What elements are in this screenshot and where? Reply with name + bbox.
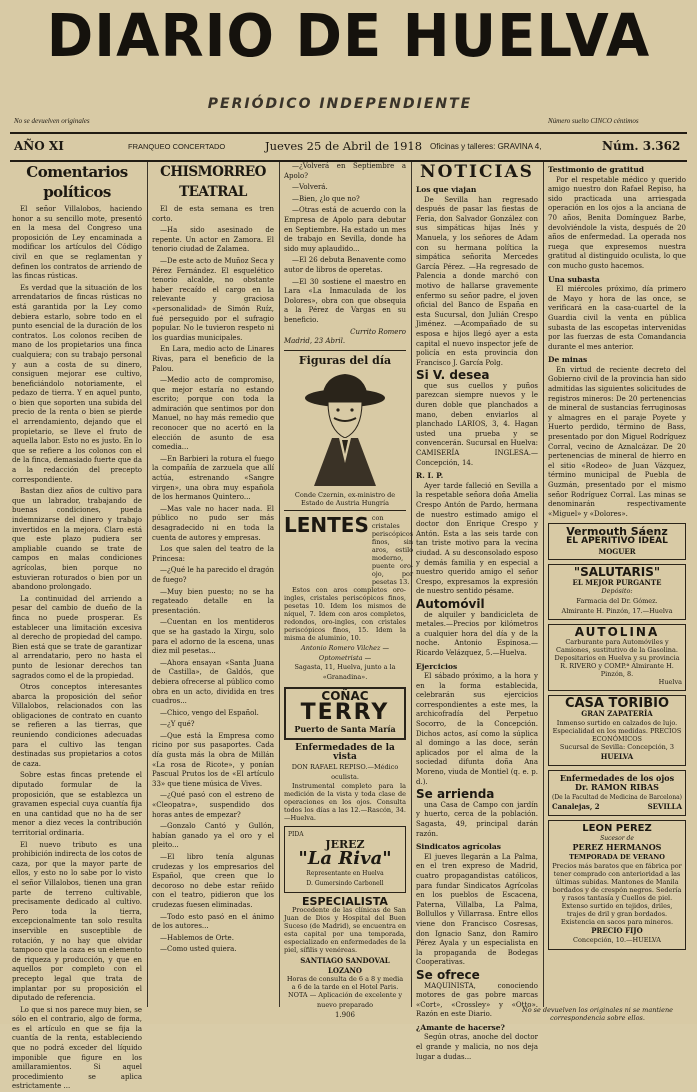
especialista-text: Procedente de las clínicas de San Juan de Dios y Hospital del Buen Suceso (de Madrid), se encuentra en esta capital por una temporada, especializado en enfermedades de la piel, sífilis y venéreas. — [284, 906, 406, 955]
paragraph: —El 30 sostiene el maestro en Lara «La Inmaculada de los Dolores», obra con que obsequia a la Pérez de Vargas en su beneficio. — [284, 277, 406, 324]
paragraph: —Medio acto de compromiso, que mejor estaría no estando escrito; porque con toda la admiración que sentimos por don Manuel, no hay más remedio que reconocer que no acertó en la elección de asunto de esa comedia... — [152, 376, 274, 452]
vista-heading: Enfermedades de la vista — [295, 742, 395, 763]
toribio-sub: GRAN ZAPATERÍA — [581, 708, 653, 718]
toribio-heading: CASA TORIBIO — [564, 696, 670, 712]
issue-date: Jueves 25 de Abril de 1918 — [265, 139, 423, 153]
paragraph: Lo que si nos parece muy bien, se sólo en el contrario, algo de forma, es el artículo en que se fija la cuantía de la renta, estableciendo que no podrá exceder del líquido imponible que figure en los amillaramientos. Si aquel procedimiento se aplica estrictamente ... — [12, 1005, 142, 1091]
paragraph: —Hablemos de Orte. — [160, 933, 234, 942]
section-text: El jueves llegarán a La Palma, en el tren expreso de Madrid, cuatro propagandistas católicos, para fundar Sindicatos Agrícolas en los pueblos de Escacena, Paterna, Villalba, La Palma, Bollullos y Villarrasa. Entre ellos viene don Francisco Cosresas, don Ignacio Sanz, don Ramiro Pérez Ayala y un especialista en la propaganda de Bodegas Cooperativas. — [416, 852, 538, 967]
vista-text: Instrumental completo para la medición de la vista y toda clase de operaciones en los ojos. Consulta todos los días a las 12.—Rascón, 34.—Huelva. — [284, 782, 406, 823]
aperitivo-line: EL APERITIVO IDEAL — [566, 535, 668, 546]
paragraph: El de esta semana es tren corto. — [152, 205, 274, 223]
paragraph: —El libro tenía algunas crudezas y los empresarios del Español, que creen que lo decoroso no debe estar reñido con el teatro, pidieron que los crudezas fuesen eliminadas. — [152, 853, 274, 909]
minas-heading: De minas — [548, 355, 588, 365]
perez-text: Precios más baratos que en fábrica por tener comprado con anterioridad a las últimas subidas. Mantones de Manila bordados y de crespón negros. Sedería y rasos tantasía y Cuellos de piel. Extenso surtido en tejidos, driles, trajes de dril y gran bordados. Existencia en sacos para mineros. — [552, 862, 682, 927]
autolina-ad — [548, 624, 686, 691]
info-bar — [10, 132, 687, 162]
paragraph: El nuevo tributo es una prohibición indirecta de los cotos de caza, por que la mayor parte de ellos, y esto no lo sabe por lo visto el señor Villalobos, tienen una gran parte de terreno cultivable, precisamente dedicado al cultivo. Pero toda la tierra, excepcionalmente tan solo resulta inservible en susceptible de rotación, y no hay que olvidar tampoco que la caza es un elemento de riqueza y producción, y que en aquellos por completo con el precepto legal que trata de implantar por su proposición el diputado de referencia. — [12, 840, 142, 1003]
subasta-text: El miércoles próximo, día primero de Mayo y hora de las once, se verificará en la casa-cuartel de la Guardia civil la venta en pública subasta de las escopetas intervenidas por las fuerzas de esta Comandancia durante el mes anterior. — [548, 285, 686, 351]
place-date: Madrid, 23 Abril. — [284, 337, 346, 346]
section-text: de alquiler y bandicicleta de metales.—Precios por kilómetros a cualquier hora del día y de la noche. Antonio Espinosa.—Ricardo Velázquez, 5.—Huelva. — [416, 610, 538, 657]
paragraph: —Que está la Empresa como ricino por sus pasaportes. Cada día gusta más la obra de Millán «La rosa de Ricote», y ponían Pascual Prutos los de «El artículo 33» que tiene música de Vives. — [152, 731, 274, 788]
vista-name: DON RAFAEL REPISO.—Médico oculista. — [291, 763, 399, 781]
right-note: Número suelto CINCO céntimos — [548, 117, 639, 125]
jerez-rep-name: D. Gumersindo Carbonell — [306, 880, 384, 887]
column-ads — [548, 162, 686, 1002]
especialista-number: 1.906 — [334, 1010, 356, 1019]
toribio-ad — [548, 695, 686, 765]
news-heading: NOTICIAS — [420, 162, 534, 182]
paragraph: —¿Qué le ha parecido el dragón de fuego? — [152, 566, 274, 584]
toribio-city: HUELVA — [600, 752, 634, 762]
puerto-line: Puerto de Santa María — [294, 724, 396, 735]
issue-number: Núm. 3.362 — [602, 139, 681, 153]
paragraph: —El 26 debuta Benavente como autor de libros de operetas. — [284, 256, 406, 274]
column-rule — [543, 162, 544, 1007]
section-text: que sus cuellos y puños parezcan siempre nuevos y le duren doble que planchados a mano, deben enviarlos al planchado LARIOS, 3, 4. Hagan usted una prueba y se convencerán. Sucursal en Huelva: CAMISERÍA INGLESA.—Concepción, 14. — [416, 381, 538, 467]
section-title: Sindicatos agrícolas — [416, 842, 501, 852]
paragraph: —Ahora ensayan «Santa Juana de Castilla», de Galdós, que debiera ofrecerse al público como obra en un acto, dividida en tres cuadros... — [152, 658, 274, 706]
paragraph: —Mas vale no hacer nada. El público no pudo ser más desagradecido ni en toda la cuenta de autores y empresas. — [152, 504, 274, 542]
section-text: El sábado próximo, a la hora y en la forma establecida, celebrarán sus ejercicios correspondientes a este mes, la archicofradía del Perpetuo Socorro, de la Concepción. Dichos actos, así como la súplica al domingo a las doce, serán aplicados por el alma de la sociedad difunta doña Ana Moreno, viuda de Montiel (q. e. p. d.). — [416, 672, 538, 786]
year: AÑO XI — [14, 139, 64, 153]
perez-ad — [548, 820, 686, 950]
optometrist: Antonio Romero Vilchez — Optometrista — — [301, 644, 389, 662]
paragraph: Otros conceptos interesantes abarca la proposición del señor Villalobos, relacionados con las obligaciones de contrato en cuanto se refieren a las tierras, que reuniendo condiciones adecuadas para el cultivo las tengan destinadas sus propietarios a cotos de caza. — [12, 683, 142, 768]
paragraph: —Bien, ¿lo que no? — [292, 194, 360, 203]
paragraph: Es verdad que la situación de los arrendatarios de fincas rústicas no está garantida por la Ley como debiera estarlo, sobre todo en el punto esencial de la duración de los contratos. Los colonos reciben de mano de los propietarios una finca cualquiera; con su trabajo personal y aun a costa de su dinero, consiguen mejorar ese cultivo, beneficiándolo notoriamente, el pedazo de tierra. Y en aquel punto, o bien que soporten una subida del precio de la renta o bien se pierde el arrendamiento, dejando que el propietario, se lleve el fruto de aquella labor. Esto no es justo. En lo que se refiere a los colonos con el de la finca, demasiado fuerte que da a la redacción del precepto correspondiente. — [12, 283, 142, 484]
section-text: una Casa de Campo con jardín y huerto, cerca de la población. Sagasta, 49, principal darán razón. — [416, 800, 538, 838]
salutaris-place: Farmacia del Dr. Gómez. — [576, 596, 658, 605]
paragraph: —¿Qué pasó con el estreno de «Cleopatra», suspendido dos horas antes de empezar? — [152, 791, 274, 819]
salutaris-address: Almirante H. Pinzón, 17.—Huelva — [561, 606, 673, 615]
perez-address: Concepción, 10.—HUELVA — [573, 936, 661, 945]
lentes-heading: LENTES — [284, 513, 369, 538]
left-note: No se devuelven originales — [14, 117, 90, 125]
gratitud-text: Por el respetable médico y querido amigo nuestro don Rafael Repiso, ha sido practicada una arriesgada operación en los ojos a la anciana de 70 años, Benita Domínguez Barbe, devolviéndole la vista, después de 20 años de enfermedad. La operada nos ruega que expresemos nuestra gratitud al distinguido oculista, lo que con mucho gusto hacemos. — [548, 175, 686, 270]
perez-sub: Sucesor de — [600, 834, 634, 842]
salutaris-dep: Depósito: — [601, 587, 633, 596]
politics-heading: Comentarios políticos — [26, 163, 128, 201]
section-title: Los que viajan — [416, 185, 477, 194]
paragraph: —Ha sido asesinado de repente. Un actor en Zamora. El tenorio ciudad de Zalamea. — [152, 226, 274, 254]
paragraph: La continuidad del arriendo a pesar del cambio de dueño de la finca no puede prosperar. Es establecer una limitación excesiva al derecho de propiedad del campo. Bien está que se trate de garantizar al arrendatario, pero no hasta el punto de lesionar derechos tan sagrados como el de la propiedad. — [12, 594, 142, 680]
section-title: Ejercicios — [416, 661, 458, 671]
jerez-ad — [284, 826, 406, 892]
paragraph: Sobre estas fincas pretende el diputado formular de la proposición, que se establezca un gravamen especial cuya cuantía fija en una cantidad que no ha de ser menor a diez veces la contribución territorial ordinaria. — [12, 771, 142, 837]
section-title: R. I. P. — [416, 471, 444, 481]
ojos-city: SEVILLA — [647, 802, 682, 812]
terry-line: TERRY — [300, 700, 390, 726]
ojos-ad — [548, 770, 686, 816]
section-text: MAQUINISTA, conociendo motores de gas pobre marcas «Cort», «Crossley» y «Otto». Razón en este Diario. — [416, 981, 538, 1019]
subasta-heading: Una subasta — [548, 274, 600, 284]
autolina-heading: AUTOLINA — [574, 625, 660, 640]
autolina-text: Carburante para Automóviles y Camiones, sustitutivo de la Gasolina. Depositarios en Huelva y su provincia R. RIVERO y COMP.ª Almirante H. Pinzón, 8. — [554, 637, 680, 678]
gratitud-heading: Testimonio de gratitud — [548, 165, 645, 174]
section-text: Ayer tarde falleció en Sevilla a la respetable señora doña Amelia Crespo Antón de Pardo, hermana de nuestro estimado amigo el doctor don Enrique Crespo y Antón. Esta a las seis tarde con tan triste motivo para la vecina ciudad. A su desconsolado esposo y demás familia y en especial a nuestro querido amigo el señor Crespo, expresamos la expresión de nuestro sentido pésame. — [416, 481, 538, 596]
newspaper-title: DIARIO DE HUELVA — [46, 2, 651, 71]
paragraph: Los que salen del teatro de la Princesa: — [152, 545, 274, 563]
paragraph: —De este acto de Muñoz Seca y Pérez Fernández. El esquelético tenorio alcalde, no obstante haber recaído el cargo en la relevante y graciosa «personalidad» de Simón Ruíz, fué perseguido por el sufragio popular. No le tuvieron respeto ni los guardias municipales. — [152, 256, 274, 342]
ojos-address: Canalejas, 2 — [552, 802, 600, 812]
jerez-rep: Representante en Huelva — [306, 870, 384, 878]
perez-firm: PEREZ HERMANOS — [572, 842, 662, 853]
jerez-brand: "La Riva" — [298, 848, 392, 870]
ojos-sub: (De la Facultad de Medicina de Barcelona) — [552, 793, 682, 801]
paragraph: —Gonzalo Cantó y Gullón, habían ganado ya el oro y el pleito... — [152, 822, 274, 850]
column-news — [416, 162, 538, 1061]
salutaris-ad — [548, 564, 686, 620]
section-title: Si V. desea — [416, 368, 490, 383]
paragraph: Bastan diez años de cultivo para que un labrador, trabajando de buenas condiciones, pueda indemnizarse del dinero y trabajo invertidos en la mejora. Claro está que este plazo pudiera ser ampliable cuando se trate de campos en malas condiciones agrícolas, bien porque no estuvieran roturados o bien por un abandono prolongado. — [12, 487, 142, 592]
portrait-illustration — [284, 368, 406, 488]
perez-price: PRECIO FIJO — [591, 926, 643, 936]
masthead — [8, 4, 689, 96]
section-title: Se ofrece — [416, 967, 480, 982]
paragraph: —¿Volverá en Septiembre a Apolo? — [284, 162, 406, 180]
optometrist-address: Sagasta, 11, Huelva, junto a la «Granadina». — [294, 663, 396, 682]
ojos-name: Dr. RAMON RIBAS — [575, 782, 659, 793]
paragraph: —¿Y qué? — [160, 720, 195, 729]
jerez-line: JEREZ — [325, 837, 365, 851]
signature: Currito Romero — [350, 327, 406, 336]
salutaris-heading: "SALUTARIS" — [573, 565, 661, 580]
portrait-heading: Figuras del día — [298, 353, 392, 367]
ojos-heading: Enfermedades de los ojos — [559, 772, 675, 783]
section-title: Automóvil — [416, 596, 485, 611]
vermouth-ad — [548, 523, 686, 560]
perez-season: TEMPORADA DE VERANO — [569, 852, 665, 861]
section-title: Se arrienda — [416, 787, 495, 802]
lentes-text: con cristales periscópicos finos, sin aros, estilo moderno, puente oro-ojo, por pesetas 13. — [371, 514, 414, 587]
vermouth-line: Vermouth Sáenz — [566, 525, 668, 539]
column-rule — [147, 162, 148, 1007]
franqueo: FRANQUEO CONCERTADO — [128, 142, 226, 151]
conac-ad — [284, 687, 406, 740]
section-text: De Sevilla han regresado después de pasar las fiestas de Feria, don Salvador González con sus simpáticas hijas Inés y Manuela, y los señores de Adam con su hermana política la simpática señorita Mercedes García Pérez. —Ha regresado de Palencia a donde marchó con motivo de hallarse gravemente enfermo su señor padre, el joven oficial del Banco de España en esta Sucursal, don Julián Crespo Jiménez. —Acompañado de su esposa e hijos llegó ayer a esta capital el nuevo inspector jefe de policía en esta provincia don Francisco J. García Polg. — [416, 195, 538, 367]
column-politics — [12, 162, 142, 1091]
moguer-line: MOGUER — [598, 546, 636, 556]
paragraph: —Muy bien puesto; no se ha regateado detalle en la presentación. — [152, 587, 274, 615]
toribio-text: Inmenso surtido en calzados de lujo. Especialidad en los medidas. PRECIOS ECONÓMICOS — [552, 718, 682, 743]
footnote: No se devuelven los originales ni se mantiene correspondencia sobre ellos. — [522, 1006, 673, 1022]
paragraph: —Volverá. — [292, 183, 328, 192]
paragraph: —Todo esto pasó en el ánimo de los autores... — [152, 912, 274, 931]
offices: Oficinas y talleres: GRAVINA 4, — [430, 142, 542, 151]
lentes-more: Estos con aros completos oro-ingles, cristales periscópicos finos, pesetas 10. Idem los mismos de níquel, 7. Idem con aros completos, redondos, oro-ingles, con cristales periscópicos finos, 15. Idem la misma de aluminio, 10. — [284, 586, 406, 643]
paragraph: El señor Villalobos, haciendo honor a su sencillo mote, presentó en la mesa del Congreso una proposición de Ley encaminada a modificar los artículos del Código civil en que se reglamentan y definen los contratos de arriendo de las fincas rústicas. — [12, 205, 142, 281]
jerez-top: PIDA — [288, 831, 304, 839]
especialista-heading: ESPECIALISTA — [302, 894, 388, 908]
especialista-hours: Horas de consulta de 6 a 8 y media a 6 de la tarde en el Hotel Paris. — [286, 975, 404, 992]
paragraph: En Lara, medio acto de Linares Rivas, para el beneficio de la Palou. — [152, 345, 274, 373]
theatre-heading: CHISMORREO TEATRAL — [160, 164, 266, 200]
section-text: Según otras, anoche del doctor el grande y malicia, no nos deja lugar a dudas... — [416, 1033, 538, 1061]
paragraph: —Otras está de acuerdo con la Empresa de Apolo para debutar en Septiembre. Ha estado un mes de trabajo en Sevilla, donde ha sido muy aplaudido... — [284, 206, 406, 253]
salutaris-sub: EL MEJOR PURGANTE — [572, 577, 662, 587]
column-theatre — [152, 162, 274, 1012]
minas-text: En virtud de reciente decreto del Gobierno civil de la provincia han sido admitidas las siguientes solicitudes de registros mineros: De 20 pertenencias de mineral de sustancias ferruginosas y almagres en el paraje Poyete y Huerto perdido, término de Bass, presentado por don Miguel Rodríguez Corral, vecino de Aznalcázar. De 20 pertenencias de mineral de hierro en el sitio «Rodeo» de Juan Vázquez, término municipal de Puebla de Guzmán, presentado por el mismo señor Rodríguez Corral. Las minas se denominarán respectivamente «Miguel» y «Dolores». — [548, 365, 686, 518]
paragraph: —Como usted quiera. — [160, 945, 237, 954]
paragraph: —En Barbieri la rotura el fuego la compañía de zarzuela que allí actúa, estrenando «Sangre virgen», una obra muy española de los hermanos Quintero... — [152, 454, 274, 502]
paragraph: —Chico, vengo del Español. — [160, 708, 259, 717]
especialista-note: NOTA — Aplicación de excelente y nuevo preparado — [287, 991, 403, 1009]
newspaper-subtitle: PERIÓDICO INDEPENDIENTE — [207, 96, 473, 112]
toribio-address: Sucursal de Sevilla: Concepción, 3 — [559, 742, 675, 751]
portrait-caption: Conde Czernin, ex-ministro de Estado de Austria Hungría — [294, 491, 396, 508]
especialista-name: SANTIAGO SANDOVAL LOZANO — [300, 956, 390, 975]
autolina-city: Huelva — [658, 677, 682, 686]
section-title: ¿Amante de hacerse? — [416, 1022, 505, 1032]
perez-heading: LEON PEREZ — [582, 823, 652, 835]
conac-line: COÑAC — [321, 688, 369, 703]
column-rule — [279, 162, 280, 1007]
paragraph: —Cuentan en los mentideros que se ha gastado la Xirgu, solo para el adorno de la escena, unas diez mil pesetas... — [152, 618, 274, 656]
column-center — [284, 162, 414, 1019]
